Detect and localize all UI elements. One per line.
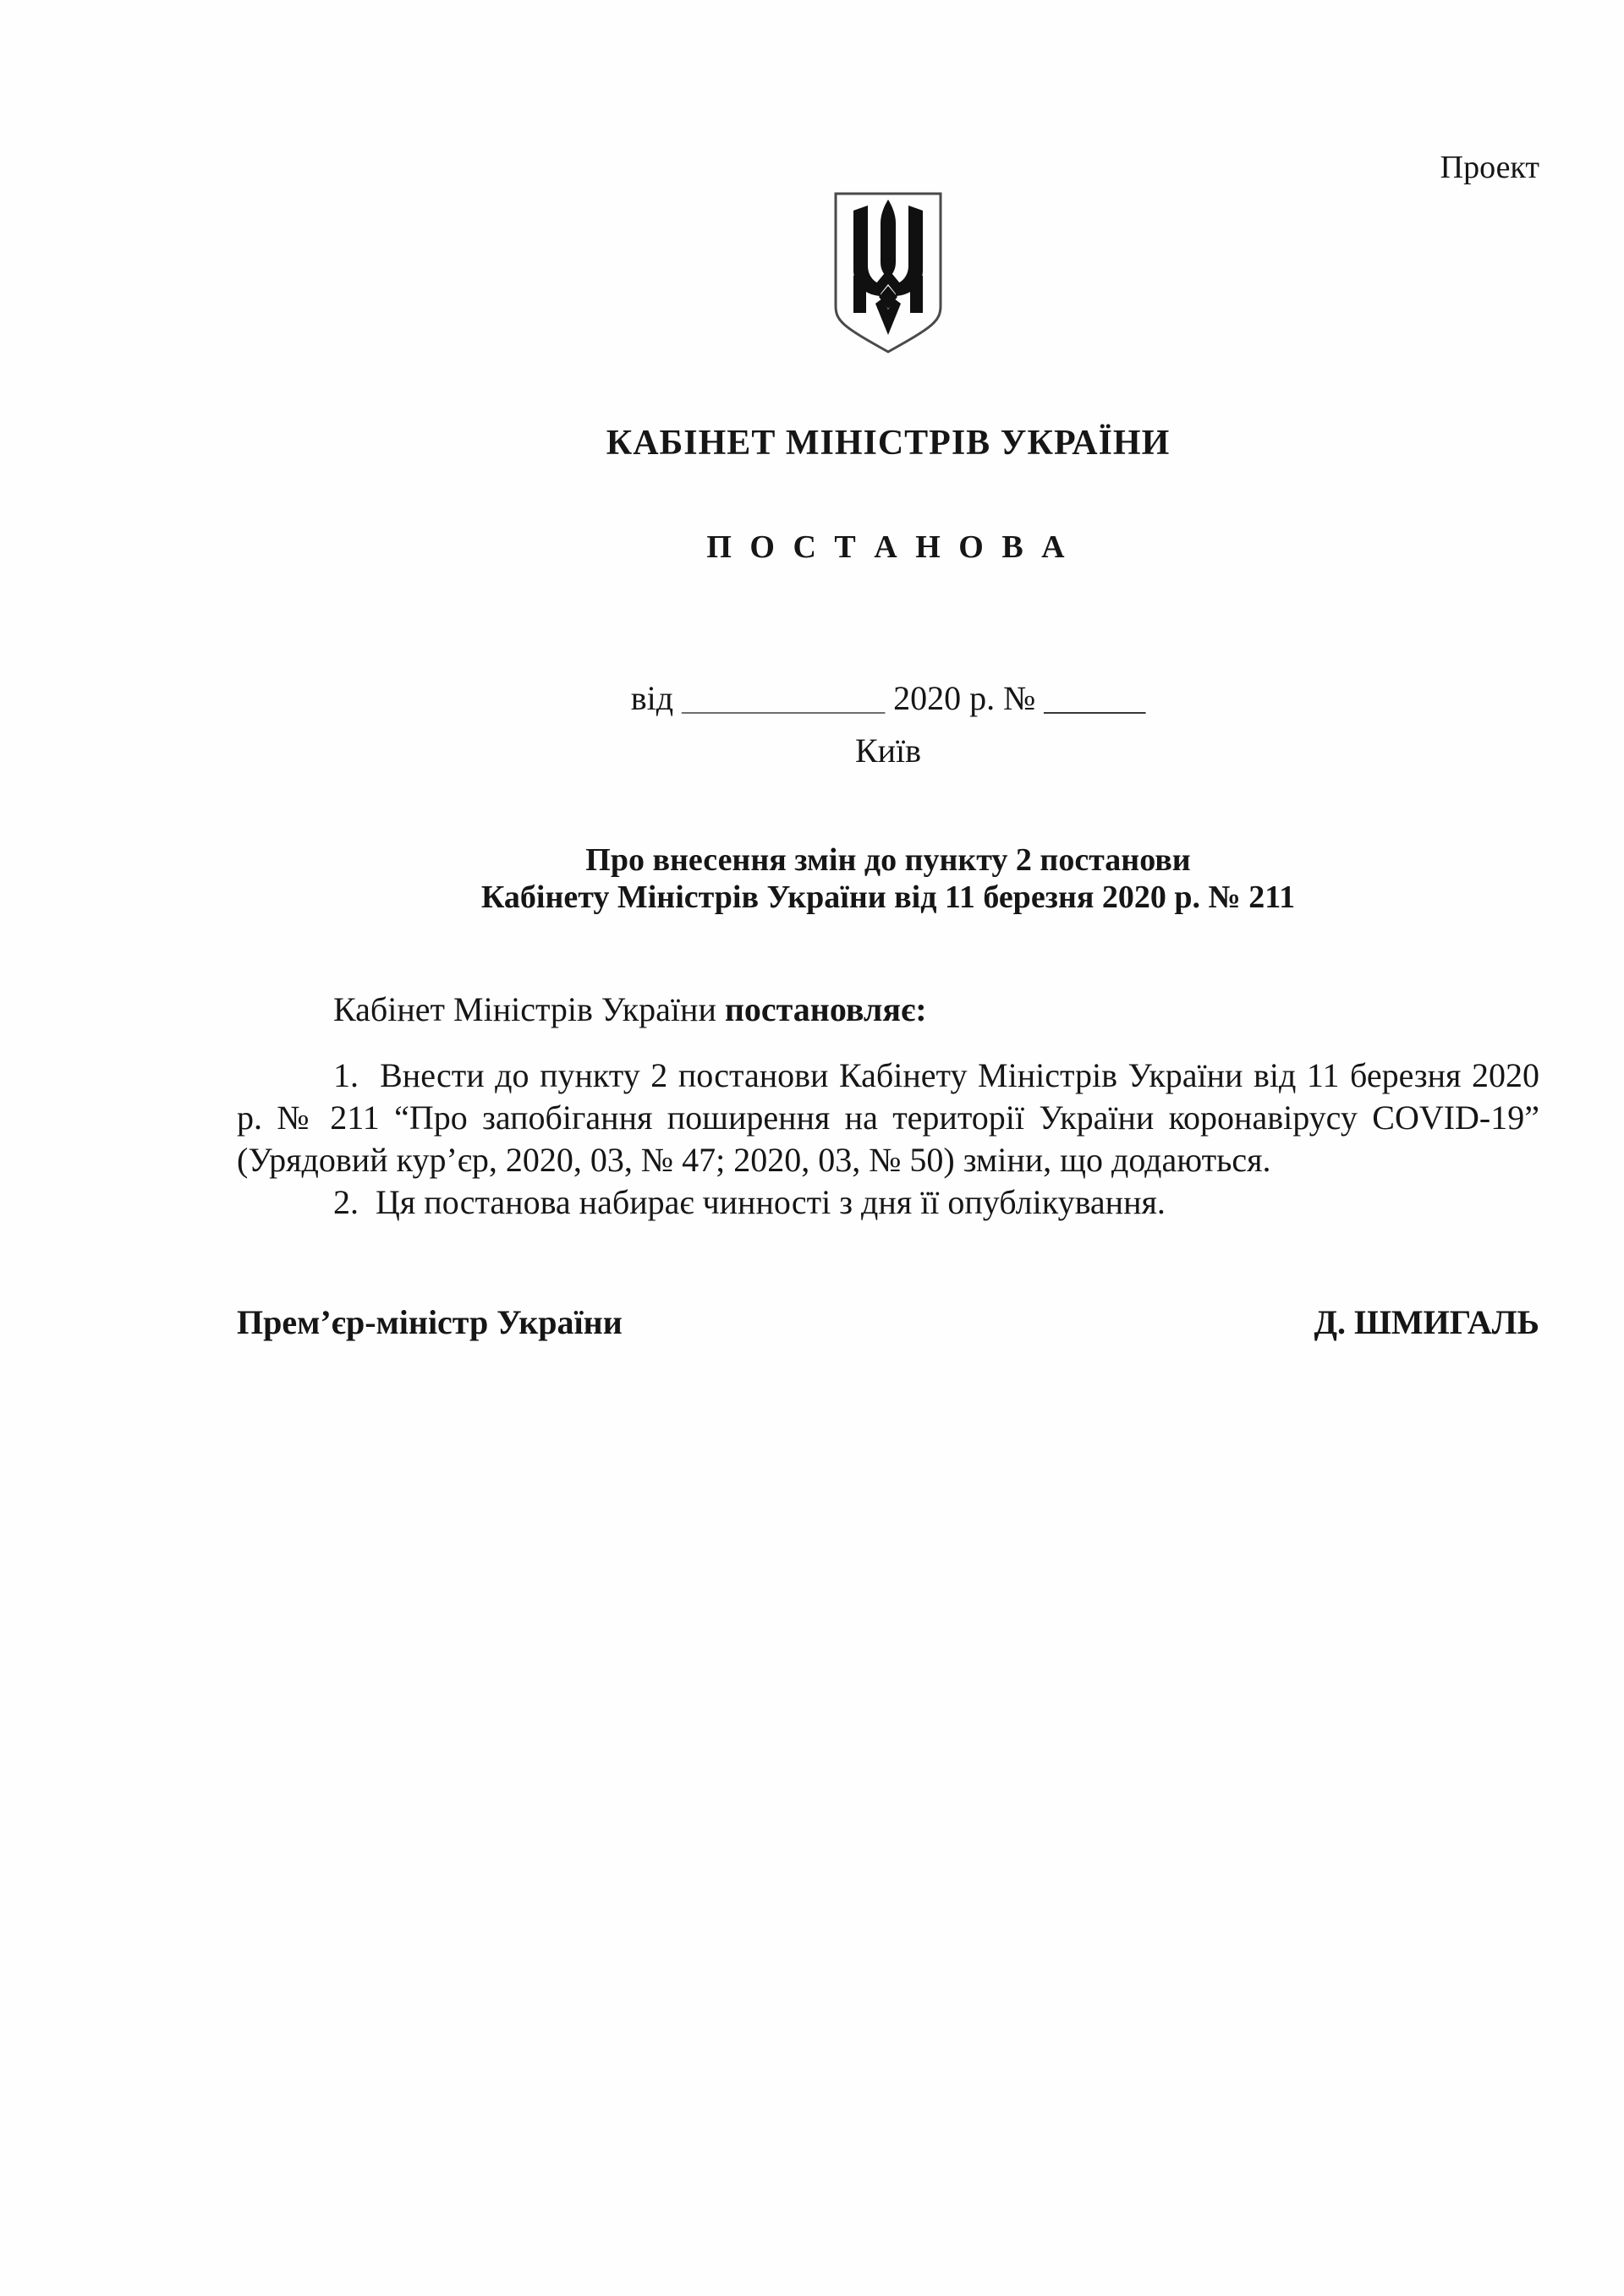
preamble xyxy=(237,989,1539,1031)
preamble-verb: постановляє: xyxy=(724,990,927,1028)
signature-block xyxy=(237,1301,1539,1344)
doc-title-line-2: Кабінету Міністрів України від 11 березня 2020 р. № 211 xyxy=(480,879,1296,915)
date-line xyxy=(237,677,1539,720)
number-blank: ______ xyxy=(1044,679,1146,717)
ukraine-trident-icon xyxy=(828,189,948,357)
draft-label: Проект xyxy=(1440,150,1539,185)
coat-of-arms xyxy=(237,189,1539,361)
paragraph-2: 2. Ця постанова набирає чинності з дня її опублікування. xyxy=(333,1183,1166,1221)
doc-type-heading: П О С Т А Н О В А xyxy=(706,529,1070,565)
doc-title-line-1: Про внесення змін до пункту 2 постанови xyxy=(585,842,1191,878)
signature-position: Прем’єр-міністр України xyxy=(237,1303,623,1341)
org-name: КАБІНЕТ МІНІСТРІВ УКРАЇНИ xyxy=(606,424,1171,463)
city-name: Київ xyxy=(854,732,922,770)
preamble-text: Кабінет Міністрів України xyxy=(333,990,725,1028)
date-prefix: від xyxy=(630,679,674,717)
signature-name: Д. ШМИГАЛЬ xyxy=(1314,1303,1539,1341)
doc-title xyxy=(237,841,1539,916)
date-blank: ____________ xyxy=(682,679,886,717)
date-year-label: 2020 р. № xyxy=(893,679,1036,717)
paragraph-1: 1. Внести до пункту 2 постанови Кабінету Міністрів України від 11 березня 2020 р. № 211 “Про запобігання поширення на території України коронавірусу COVID-19” (Урядовий кур’єр, 2020, 03, № 47; 2020, 03, № 50) зміни, що додаються. xyxy=(237,1056,1539,1179)
